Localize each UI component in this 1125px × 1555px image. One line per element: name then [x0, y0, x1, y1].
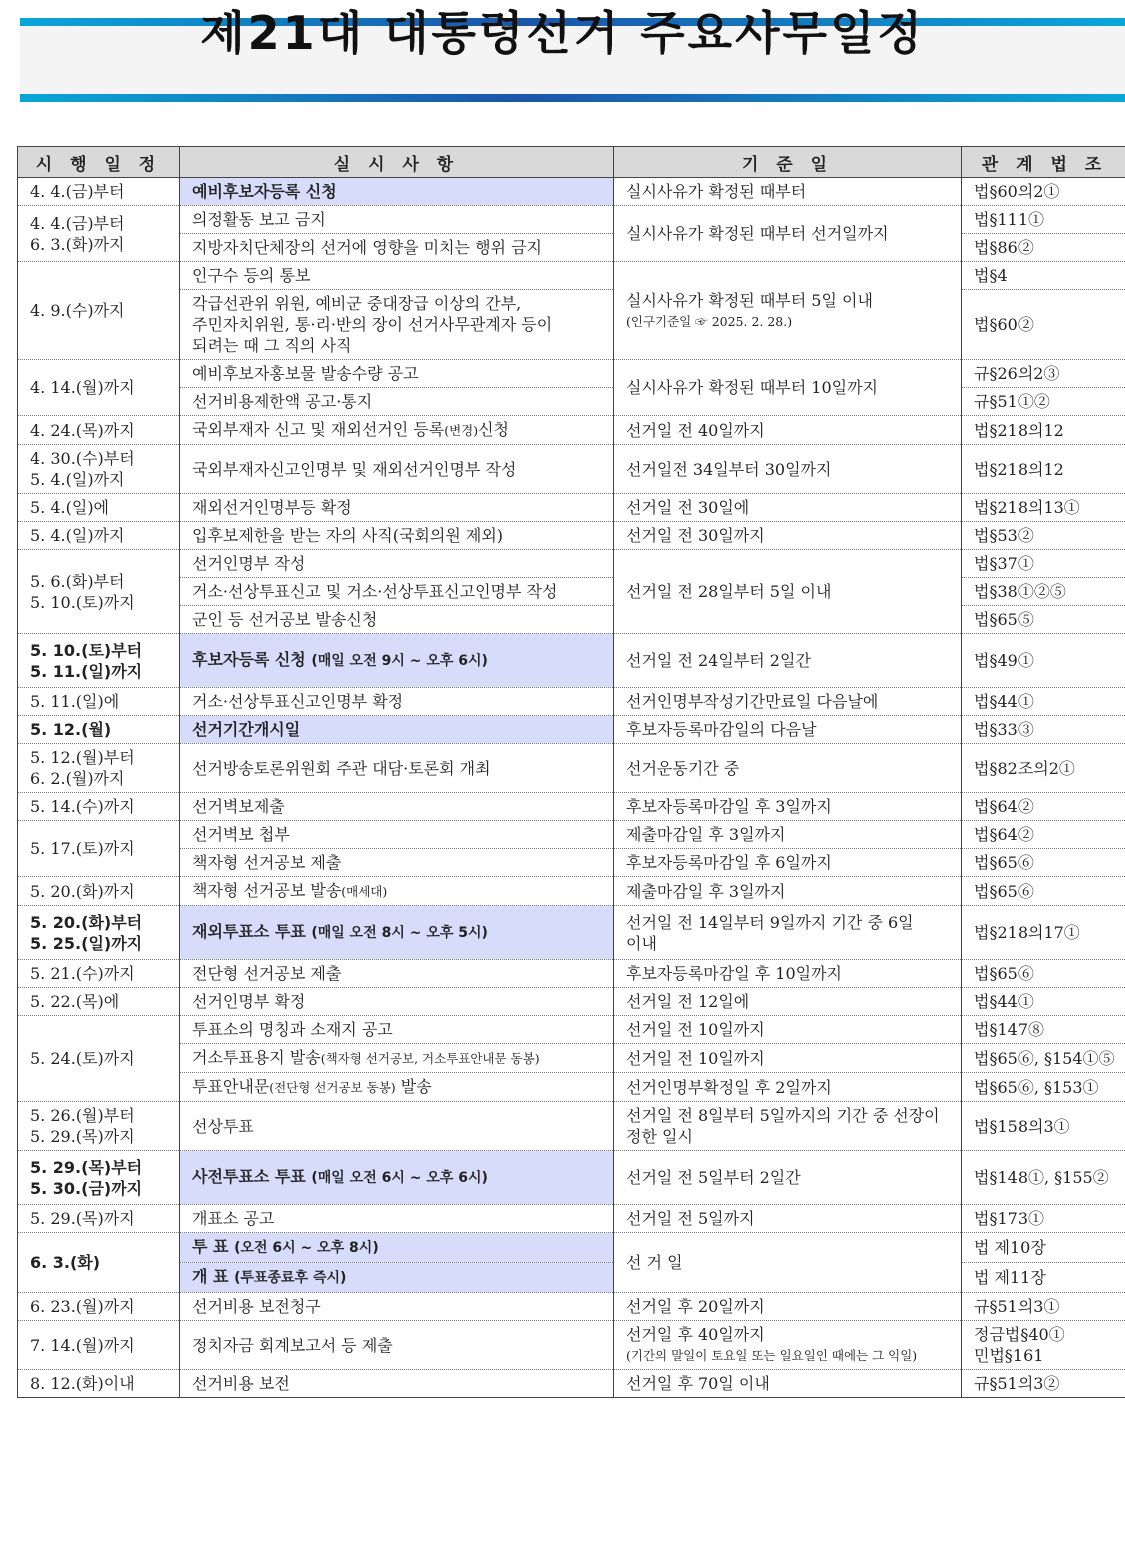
law-cell: 법§64②: [962, 821, 1125, 849]
date-cell: 5. 17.(토)까지: [18, 821, 180, 877]
table-row: [18, 906, 1125, 960]
table-header-row: [18, 147, 1125, 178]
date-cell: 5. 29.(목)까지: [18, 1205, 180, 1233]
item-note: (매일 오전 9시 ~ 오후 6시): [311, 653, 488, 669]
basis-cell: 선거일 전 10일까지: [614, 1044, 962, 1073]
item-note: (매일 오전 8시 ~ 오후 5시): [311, 925, 488, 941]
item-cell: 선상투표: [180, 1102, 614, 1151]
item-cell: [180, 1073, 614, 1102]
basis-cell: 선거일 전 8일부터 5일까지의 기간 중 선장이 정한 일시: [614, 1102, 962, 1151]
item-cell: 지방자치단체장의 선거에 영향을 미치는 행위 금지: [180, 234, 614, 262]
table-row: [18, 1205, 1125, 1233]
basis-text: 실시사유가 확정된 때부터 5일 이내: [626, 290, 873, 310]
date-cell: 5. 14.(수)까지: [18, 793, 180, 821]
table-row: [18, 1233, 1125, 1263]
item-cell: 예비후보자홍보물 발송수량 공고: [180, 360, 614, 388]
table-row: [18, 1321, 1125, 1370]
basis-cell: 후보자등록마감일 후 3일까지: [614, 793, 962, 821]
item-cell: [180, 1233, 614, 1263]
law-cell: 규§51의3①: [962, 1293, 1125, 1321]
law-cell: 법§86②: [962, 234, 1125, 262]
item-text: 거소투표용지 발송: [192, 1048, 321, 1067]
table-row: [18, 262, 1125, 290]
item-cell: 선거벽보제출: [180, 793, 614, 821]
basis-cell: 선거일 후 70일 이내: [614, 1370, 962, 1398]
date-cell: 5. 24.(토)까지: [18, 1016, 180, 1102]
item-cell: [180, 416, 614, 445]
date-cell: [18, 445, 180, 494]
item-cell: 선거비용 보전: [180, 1370, 614, 1398]
date-start: 5. 10.(토)부터: [30, 640, 143, 660]
item-note: (변경): [444, 423, 479, 438]
basis-cell: 선거일 전 5일부터 2일간: [614, 1151, 962, 1205]
item-cell: 선거기간개시일: [180, 716, 614, 744]
item-text: 재외투표소 투표: [192, 922, 306, 941]
date-end: 5. 30.(금)까지: [30, 1178, 143, 1198]
basis-cell: 선거일 전 30일에: [614, 494, 962, 522]
date-start: 4. 4.(금)부터: [30, 213, 125, 233]
table-row: [18, 1102, 1125, 1151]
law-cell: 규§51의3②: [962, 1370, 1125, 1398]
item-cell: 인구수 등의 통보: [180, 262, 614, 290]
law-cell: 법§33③: [962, 716, 1125, 744]
law-cell: 법§65⑤: [962, 606, 1125, 634]
basis-cell: [614, 262, 962, 360]
date-cell: [18, 634, 180, 688]
schedule-table: [17, 146, 1125, 1398]
basis-cell: 후보자등록마감일 후 10일까지: [614, 960, 962, 988]
date-cell: 5. 22.(목)에: [18, 988, 180, 1016]
basis-cell: 선거일 전 24일부터 2일간: [614, 634, 962, 688]
basis-cell: 선거운동기간 중: [614, 744, 962, 793]
header-basis: 기 준 일: [614, 147, 962, 178]
law-cell: 법§64②: [962, 793, 1125, 821]
date-cell: 6. 23.(월)까지: [18, 1293, 180, 1321]
date-end: 6. 3.(화)까지: [30, 234, 125, 254]
item-text: 사전투표소 투표: [192, 1167, 306, 1186]
item-cell: 선거비용제한액 공고·통지: [180, 388, 614, 416]
item-cell: 재외선거인명부등 확정: [180, 494, 614, 522]
date-cell: 8. 12.(화)이내: [18, 1370, 180, 1398]
header-date: 시 행 일 정: [18, 147, 180, 178]
item-text: 투표안내문: [192, 1077, 270, 1096]
item-cell: 책자형 선거공보 제출: [180, 849, 614, 877]
law-cell: 법§158의3①: [962, 1102, 1125, 1151]
item-text-end: 신청: [478, 420, 510, 439]
basis-cell: 후보자등록마감일 후 6일까지: [614, 849, 962, 877]
date-cell: 4. 24.(목)까지: [18, 416, 180, 445]
item-cell: 군인 등 선거공보 발송신청: [180, 606, 614, 634]
table-row: [18, 445, 1125, 494]
date-cell: [18, 744, 180, 793]
date-end: 5. 11.(일)까지: [30, 661, 143, 681]
law-cell: 법§44①: [962, 688, 1125, 716]
table-row: [18, 178, 1125, 206]
item-text: 주민자치위원, 통·리·반의 장이 선거사무관계자 등이 되려는 때 그 직의 사직: [192, 315, 553, 355]
item-cell: [180, 1151, 614, 1205]
law-cell: 법§65⑥, §154①⑤: [962, 1044, 1125, 1073]
date-cell: [18, 906, 180, 960]
date-cell: 5. 21.(수)까지: [18, 960, 180, 988]
basis-text: 선거일 후 40일까지: [626, 1325, 765, 1344]
item-text: 국외부재자 신고 및 재외선거인 등록: [192, 420, 445, 439]
item-cell: 전단형 선거공보 제출: [180, 960, 614, 988]
basis-cell: 선거인명부작성기간만료일 다음날에: [614, 688, 962, 716]
law-cell: 법§148①, §155②: [962, 1151, 1125, 1205]
table-row: [18, 360, 1125, 388]
table-row: [18, 634, 1125, 688]
table-row: [18, 522, 1125, 550]
law-cell: 법§147⑧: [962, 1016, 1125, 1044]
item-note: (책자형 선거공보, 거소투표안내문 동봉): [320, 1051, 540, 1066]
table-row: [18, 1073, 1125, 1102]
law-cell: 법§218의13①: [962, 494, 1125, 522]
date-end: 5. 25.(일)까지: [30, 933, 143, 953]
table-row: [18, 877, 1125, 906]
item-cell: 선거벽보 첩부: [180, 821, 614, 849]
date-start: 4. 30.(수)부터: [30, 449, 135, 468]
item-text: 후보자등록 신청: [192, 650, 306, 669]
item-cell: 개표소 공고: [180, 1205, 614, 1233]
law-cell: 법§65⑥: [962, 849, 1125, 877]
header-item: 실 시 사 항: [180, 147, 614, 178]
item-text: 개 표: [192, 1267, 229, 1286]
item-cell: [180, 634, 614, 688]
basis-cell: 선거일 전 40일까지: [614, 416, 962, 445]
basis-cell: 실시사유가 확정된 때부터 선거일까지: [614, 206, 962, 262]
table-row: [18, 688, 1125, 716]
basis-cell: 실시사유가 확정된 때부터: [614, 178, 962, 206]
item-cell: 거소·선상투표신고인명부 확정: [180, 688, 614, 716]
law-cell: 법§37①: [962, 550, 1125, 578]
basis-cell: 선거일 전 30일까지: [614, 522, 962, 550]
item-cell: 의정활동 보고 금지: [180, 206, 614, 234]
law-cell: 법 제10장: [962, 1233, 1125, 1263]
table-row: [18, 960, 1125, 988]
table-row: [18, 821, 1125, 849]
date-cell: 7. 14.(월)까지: [18, 1321, 180, 1370]
basis-cell: 실시사유가 확정된 때부터 10일까지: [614, 360, 962, 416]
item-cell: 선거인명부 작성: [180, 550, 614, 578]
law-text: 민법§161: [974, 1346, 1044, 1365]
date-cell: 5. 4.(일)에: [18, 494, 180, 522]
date-cell: 5. 12.(월): [18, 716, 180, 744]
law-cell: 법§60의2①: [962, 178, 1125, 206]
basis-cell: 선거일 전 5일까지: [614, 1205, 962, 1233]
table-row: [18, 494, 1125, 522]
item-text: 책자형 선거공보 발송: [192, 881, 342, 900]
basis-cell: 선거일 전 12일에: [614, 988, 962, 1016]
law-cell: 법§4: [962, 262, 1125, 290]
law-cell: 규§51①②: [962, 388, 1125, 416]
date-start: 5. 26.(월)부터: [30, 1106, 135, 1125]
basis-cell: 제출마감일 후 3일까지: [614, 877, 962, 906]
item-note: (매세대): [341, 884, 388, 899]
header-law: 관 계 법 조: [962, 147, 1125, 178]
item-cell: 예비후보자등록 신청: [180, 178, 614, 206]
law-cell: 법§111①: [962, 206, 1125, 234]
basis-cell: 선거인명부확정일 후 2일까지: [614, 1073, 962, 1102]
item-cell: 입후보제한을 받는 자의 사직(국회의원 제외): [180, 522, 614, 550]
law-cell: 법§65⑥: [962, 960, 1125, 988]
law-cell: 법§82조의2①: [962, 744, 1125, 793]
date-cell: [18, 550, 180, 634]
law-cell: 법§218의12: [962, 445, 1125, 494]
table-row: [18, 550, 1125, 578]
date-cell: 6. 3.(화): [18, 1233, 180, 1293]
law-cell: 법§49①: [962, 634, 1125, 688]
item-note: (오전 6시 ~ 오후 8시): [234, 1240, 379, 1256]
law-cell: 법§53②: [962, 522, 1125, 550]
date-end: 5. 10.(토)까지: [30, 592, 135, 612]
date-end: 6. 2.(월)까지: [30, 769, 125, 788]
table-row: [18, 744, 1125, 793]
basis-cell: 제출마감일 후 3일까지: [614, 821, 962, 849]
law-text: 정금법§40①: [974, 1325, 1065, 1344]
table-row: [18, 416, 1125, 445]
basis-note: (인구기준일 ☞ 2025. 2. 28.): [626, 313, 793, 329]
item-text-end: 발송: [395, 1077, 432, 1096]
item-note: (매일 오전 6시 ~ 오후 6시): [311, 1170, 488, 1186]
basis-cell: [614, 1321, 962, 1370]
item-text: 투 표: [192, 1237, 229, 1256]
item-cell: [180, 1263, 614, 1293]
law-cell: 법§218의17①: [962, 906, 1125, 960]
table-row: [18, 1151, 1125, 1205]
date-cell: [18, 206, 180, 262]
law-cell: 법§38①②⑤: [962, 578, 1125, 606]
table-row: [18, 988, 1125, 1016]
date-end: 5. 29.(목)까지: [30, 1127, 135, 1146]
law-cell: 법§60②: [962, 290, 1125, 360]
item-note: (전단형 선거공보 동봉): [269, 1080, 396, 1095]
basis-cell: 선거일전 34일부터 30일까지: [614, 445, 962, 494]
basis-cell: 후보자등록마감일의 다음날: [614, 716, 962, 744]
date-cell: 5. 11.(일)에: [18, 688, 180, 716]
date-cell: [18, 1102, 180, 1151]
date-start: 5. 12.(월)부터: [30, 748, 135, 767]
date-start: 5. 29.(목)부터: [30, 1157, 143, 1177]
law-cell: 법§65⑥: [962, 877, 1125, 906]
date-cell: [18, 1151, 180, 1205]
law-cell: [962, 1321, 1125, 1370]
date-start: 5. 6.(화)부터: [30, 571, 125, 591]
table-row: [18, 849, 1125, 877]
title-bar-bottom: [20, 94, 1125, 102]
item-cell: 선거방송토론위원회 주관 대담·토론회 개최: [180, 744, 614, 793]
item-cell: [180, 906, 614, 960]
table-row: [18, 1293, 1125, 1321]
item-cell: 정치자금 회계보고서 등 제출: [180, 1321, 614, 1370]
table-row: [18, 1016, 1125, 1044]
basis-cell: 선거일 전 10일까지: [614, 1016, 962, 1044]
item-note: (투표종료후 즉시): [234, 1270, 347, 1286]
date-cell: 4. 9.(수)까지: [18, 262, 180, 360]
basis-cell: 선거일 후 20일까지: [614, 1293, 962, 1321]
item-cell: 선거비용 보전청구: [180, 1293, 614, 1321]
basis-cell: 선 거 일: [614, 1233, 962, 1293]
law-cell: 법§65⑥, §153①: [962, 1073, 1125, 1102]
law-cell: 법 제11장: [962, 1263, 1125, 1293]
item-cell: 거소·선상투표신고 및 거소·선상투표신고인명부 작성: [180, 578, 614, 606]
date-cell: 5. 4.(일)까지: [18, 522, 180, 550]
table-row: [18, 793, 1125, 821]
item-cell: [180, 290, 614, 360]
law-cell: 법§218의12: [962, 416, 1125, 445]
date-start: 5. 20.(화)부터: [30, 912, 143, 932]
law-cell: 규§26의2③: [962, 360, 1125, 388]
basis-cell: 선거일 전 28일부터 5일 이내: [614, 550, 962, 634]
basis-cell: 선거일 전 14일부터 9일까지 기간 중 6일 이내: [614, 906, 962, 960]
page-title: 제21대 대통령선거 주요사무일정: [200, 6, 925, 60]
item-text: 각급선관위 위원, 예비군 중대장급 이상의 간부,: [192, 294, 522, 313]
table-row: [18, 206, 1125, 234]
item-cell: [180, 1044, 614, 1073]
item-cell: [180, 877, 614, 906]
table-row: [18, 1044, 1125, 1073]
date-cell: 4. 14.(월)까지: [18, 360, 180, 416]
item-cell: 국외부재자신고인명부 및 재외선거인명부 작성: [180, 445, 614, 494]
law-cell: 법§173①: [962, 1205, 1125, 1233]
date-end: 5. 4.(일)까지: [30, 470, 125, 489]
table-row: [18, 716, 1125, 744]
date-cell: 5. 20.(화)까지: [18, 877, 180, 906]
basis-note: (기간의 말일이 토요일 또는 일요일인 때에는 그 익일): [626, 1348, 918, 1363]
table-row: [18, 1370, 1125, 1398]
item-cell: 선거인명부 확정: [180, 988, 614, 1016]
law-cell: 법§44①: [962, 988, 1125, 1016]
item-cell: 투표소의 명칭과 소재지 공고: [180, 1016, 614, 1044]
date-cell: 4. 4.(금)부터: [18, 178, 180, 206]
